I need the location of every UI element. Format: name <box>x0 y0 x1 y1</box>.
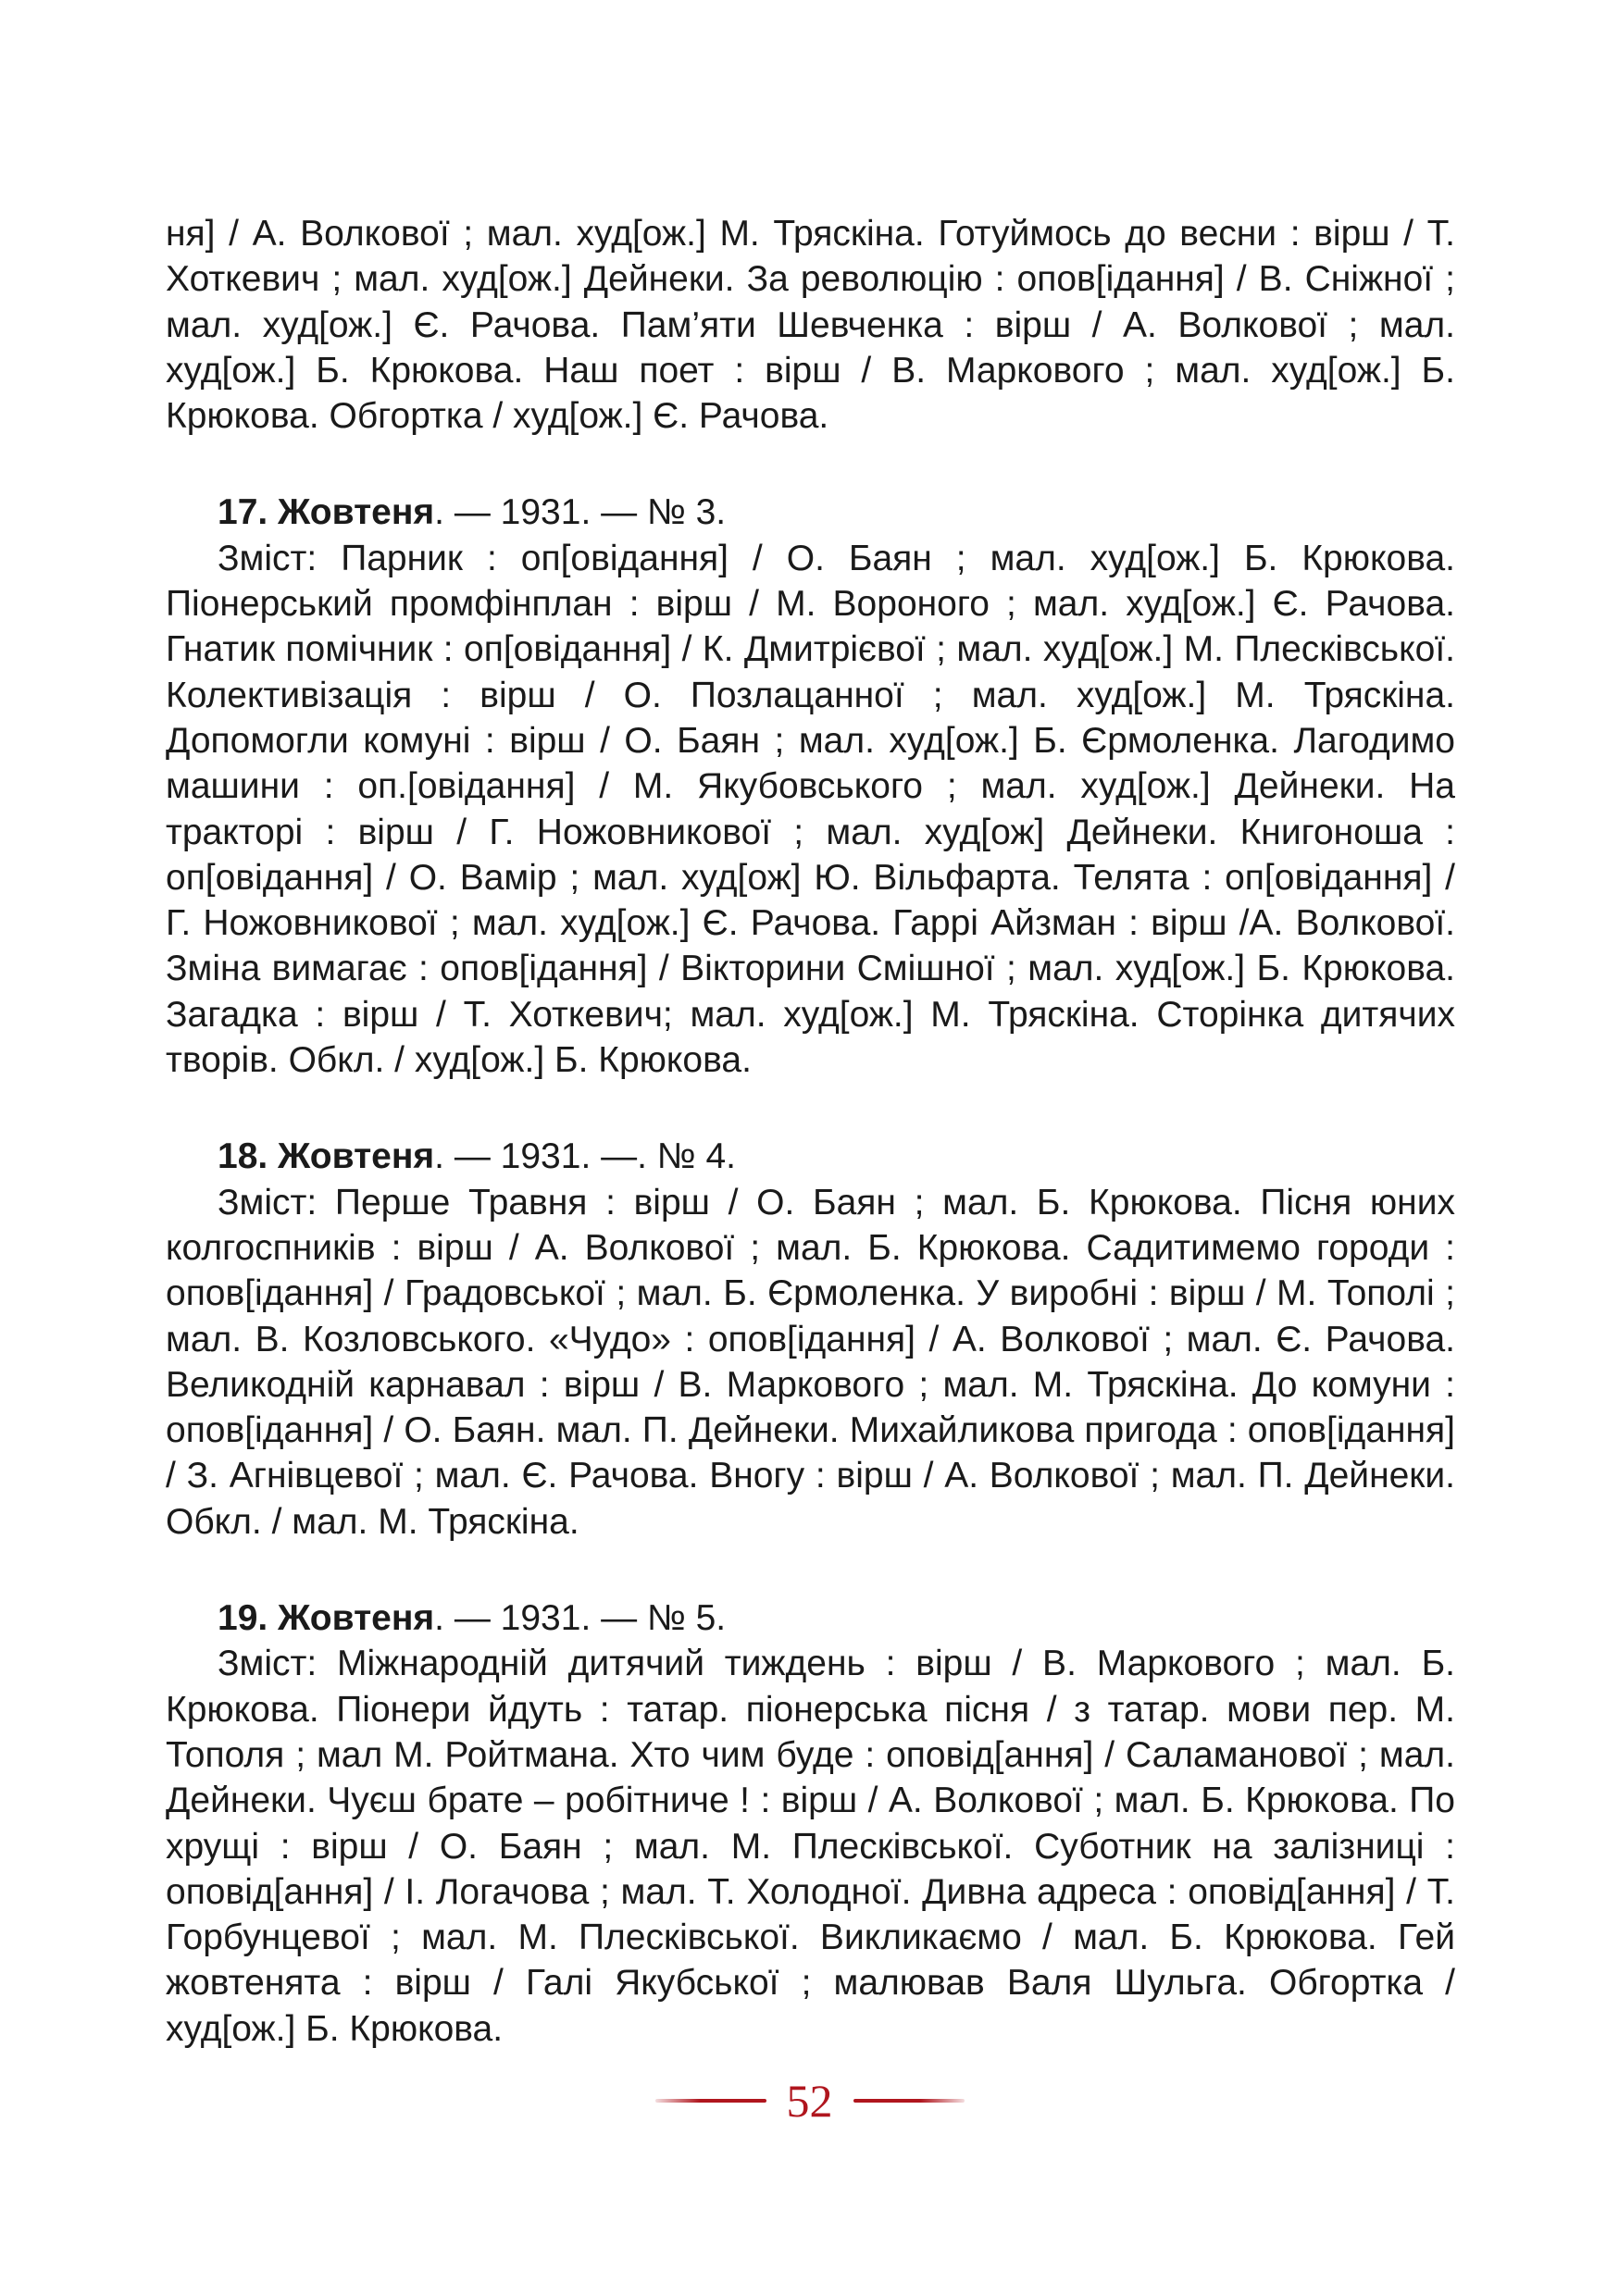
entry-heading <box>166 1595 1455 1641</box>
entry-number-title: 17. Жовтеня <box>218 492 435 533</box>
entry-heading <box>166 1134 1455 1179</box>
bibliography-entry-17 <box>166 490 1455 1083</box>
continuation-paragraph: ня] / А. Волкової ; мал. худ[ож.] М. Тряскіна. Готуймось до весни : вірш / Т. Хоткевич ; мал. худ[ож.] Дейнеки. За революцію : опов[ідання] / В. Сніжної ; мал. худ[ож.] Є. Рачова. Пам’яти Шевченка : вірш / А. Волкової ; мал. худ[ож.] Б. Крюкова. Наш поет : вірш / В. Маркового ; мал. худ[ож.] Б. Крюкова. Обгортка / худ[ож.] Є. Рачова. <box>166 214 1455 437</box>
document-page <box>166 211 1455 2052</box>
entry-imprint: . — 1931. — № 3. <box>434 492 727 533</box>
entry-imprint: . — 1931. — № 5. <box>434 1598 727 1639</box>
entry-imprint: . — 1931. —. № 4. <box>434 1136 736 1177</box>
entry-contents: Зміст: Парник : оп[овідання] / О. Баян ; мал. худ[ож.] Б. Крюкова. Піонерський промфінплан : вірш / М. Вороного ; мал. худ[ож.] Є. Рачова. Гнатик помічник : оп[овідання] / К. Дмитрієвої ; мал. худ[ож.] М. Плесківської. Колективізація : вірш / О. Позлацанної ; мал. худ[ож.] М. Тряскіна. Допомогли комуні : вірш / О. Баян ; мал. худ[ож.] Б. Єрмоленка. Лагодимо машини : оп.[овідання] / М. Якубовського ; мал. худ[ож.] Дейнеки. На тракторі : вірш / Г. Ножовникової ; мал. худ[ож] Дейнеки. Книгоноша : оп[овідання] / О. Вамір ; мал. худ[ож] Ю. Вільфарта. Телята : оп[овідання] / Г. Ножовникової ; мал. худ[ож.] Є. Рачова. Гаррі Айзман : вірш /А. Волкової. Зміна вимагає : опов[ідання] / Вікторини Смішної ; мал. худ[ож.] Б. Крюкова. Загадка : вірш / Т. Хоткевич; мал. худ[ож.] М. Тряскіна. Сторінка дитячих творів. Обкл. / худ[ож.] Б. Крюкова. <box>166 538 1455 1081</box>
footer-rule-right <box>853 2099 965 2103</box>
page-number: 52 <box>786 2075 833 2127</box>
entry-number-title: 19. Жовтеня <box>218 1598 435 1639</box>
entry-contents: Зміст: Міжнародній дитячий тиждень : вірш / В. Маркового ; мал. Б. Крюкова. Піонери йдуть : татар. піонерська пісня / з татар. мови пер. М. Тополя ; мал М. Ройтмана. Хто чим буде : оповід[ання] / Саламанової ; мал. Дейнеки. Чуєш брате – робітниче ! : вірш / А. Волкової ; мал. Б. Крюкова. По хрущі : вірш / О. Баян ; мал. М. Плесківської. Суботник на залізниці : оповід[ання] / І. Логачова ; мал. Т. Холодної. Дивна адреса : оповід[ання] / Т. Горбунцевої ; мал. М. Плесківської. Викликаємо / мал. Б. Крюкова. Гей жовтенята : вірш / Галі Якубської ; малював Валя Шульга. Обгортка / худ[ож.] Б. Крюкова. <box>166 1644 1455 2049</box>
bibliography-entry-19 <box>166 1595 1455 2052</box>
entry-number-title: 18. Жовтеня <box>218 1136 435 1177</box>
entry-heading <box>166 490 1455 535</box>
bibliography-entry-18 <box>166 1134 1455 1545</box>
entry-contents: Зміст: Перше Травня : вірш / О. Баян ; мал. Б. Крюкова. Пісня юних колгоспників : вірш / А. Волкової ; мал. Б. Крюкова. Садитимемо городи : опов[ідання] / Градовської ; мал. Б. Єрмоленка. У виробні : вірш / М. Тополі ; мал. В. Козловського. «Чудо» : опов[ідання] / А. Волкової ; мал. Є. Рачова. Великодній карнавал : вірш / В. Маркового ; мал. М. Тряскіна. До комуни : опов[ідання] / О. Баян. мал. П. Дейнеки. Михайликова пригода : опов[ідання] / З. Агнівцевої ; мал. Є. Рачова. Вногу : вірш / А. Волкової ; мал. П. Дейнеки. Обкл. / мал. М. Тряскіна. <box>166 1182 1455 1542</box>
page-footer <box>0 2073 1619 2128</box>
footer-rule-left <box>655 2099 766 2103</box>
